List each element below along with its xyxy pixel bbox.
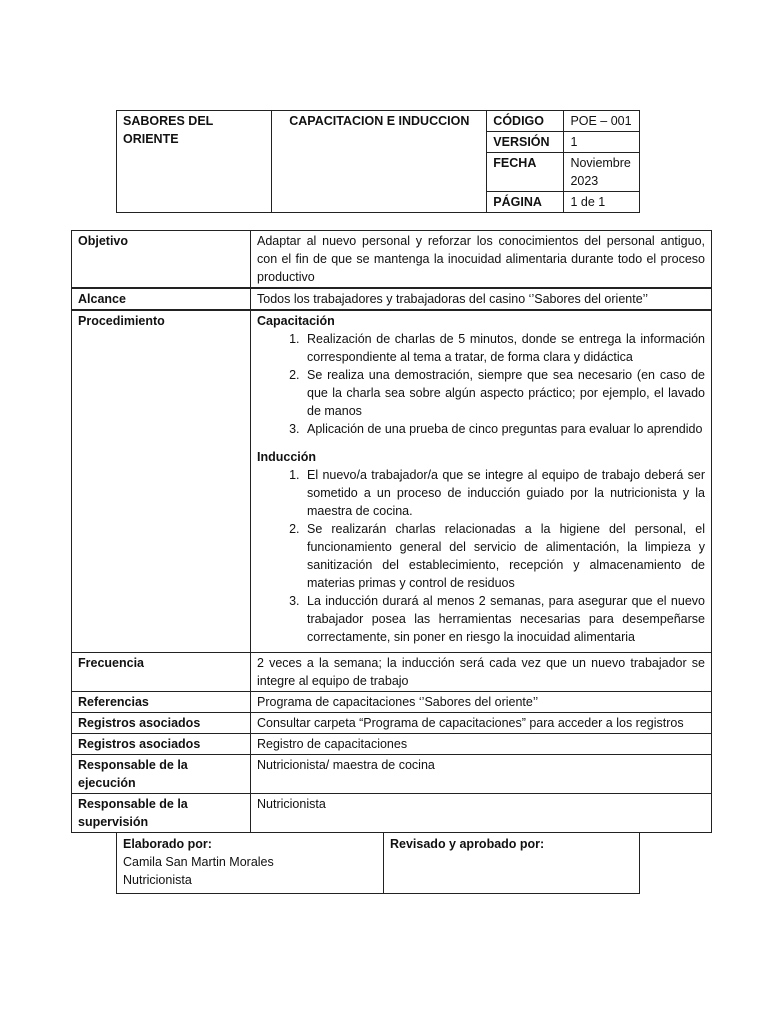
company-name: SABORES DEL ORIENTE	[117, 111, 272, 213]
list-item: 3. La inducción durará al menos 2 semanas, para asegurar que el nuevo trabajador posea las herramientas necesarias para desempeñarse correctamente, sin poner en riesgo la inocuidad alimentaria	[303, 592, 705, 646]
responsable-ejecucion-text: Nutricionista/ maestra de cocina	[251, 755, 712, 794]
document-title: CAPACITACION E INDUCCION	[272, 111, 487, 213]
objetivo-label: Objetivo	[72, 231, 251, 289]
alcance-text: Todos los trabajadores y trabajadoras del casino ‘’Sabores del oriente’’	[251, 288, 712, 310]
list-item: 2. Se realizarán charlas relacionadas a la higiene del personal, el funcionamiento general del servicio de alimentación, la limpieza y sanitización del establecimiento, recepción y almacenamiento de materias primas y control de residuos	[303, 520, 705, 592]
referencias-label: Referencias	[72, 692, 251, 713]
procedimiento-content	[251, 310, 712, 653]
revisado-label: Revisado y aprobado por:	[390, 837, 545, 851]
codigo-value: POE – 001	[564, 111, 640, 132]
capacitacion-list	[257, 330, 705, 438]
procedure-table	[71, 230, 712, 833]
list-item: 1. El nuevo/a trabajador/a que se integre al equipo de trabajo deberá ser sometido a un proceso de inducción guiado por la nutricionista y la maestra de cocina.	[303, 466, 705, 520]
referencias-text: Programa de capacitaciones ‘’Sabores del oriente’’	[251, 692, 712, 713]
alcance-label: Alcance	[72, 288, 251, 310]
revisado-cell	[384, 833, 640, 894]
elaborado-label: Elaborado por:	[123, 837, 212, 851]
elaborado-cell	[117, 833, 384, 894]
elaborado-role: Nutricionista	[123, 873, 192, 887]
objetivo-text: Adaptar al nuevo personal y reforzar los conocimientos del personal antiguo, con el fin de que se mantenga la inocuidad alimentaria durante todo el proceso productivo	[251, 231, 712, 289]
capacitacion-title: Capacitación	[257, 314, 335, 328]
version-label: VERSIÓN	[487, 132, 564, 153]
registros-asociados-text: Consultar carpeta “Programa de capacitaciones” para acceder a los registros	[251, 713, 712, 734]
list-item: 3. Aplicación de una prueba de cinco preguntas para evaluar lo aprendido	[303, 420, 705, 438]
fecha-label: FECHA	[487, 153, 564, 192]
responsable-ejecucion-label: Responsable de la ejecución	[72, 755, 251, 794]
version-value: 1	[564, 132, 640, 153]
fecha-value: Noviembre 2023	[564, 153, 640, 192]
responsable-supervision-label: Responsable de la supervisión	[72, 794, 251, 833]
pagina-label: PÁGINA	[487, 192, 564, 213]
list-item: 2. Se realiza una demostración, siempre que sea necesario (en caso de que la charla sea sobre algún aspecto práctico; por ejemplo, el lavado de manos	[303, 366, 705, 420]
elaborado-name: Camila San Martin Morales	[123, 855, 274, 869]
codigo-label: CÓDIGO	[487, 111, 564, 132]
list-item: 1. Realización de charlas de 5 minutos, donde se entrega la información correspondiente al tema a tratar, de forma clara y didáctica	[303, 330, 705, 366]
pagina-value: 1 de 1	[564, 192, 640, 213]
registros-asociados-label-2: Registros asociados	[72, 734, 251, 755]
induccion-list	[257, 466, 705, 646]
registros-asociados-text-2: Registro de capacitaciones	[251, 734, 712, 755]
document-header-table	[116, 110, 640, 213]
procedimiento-label: Procedimiento	[72, 310, 251, 653]
frecuencia-label: Frecuencia	[72, 653, 251, 692]
frecuencia-text: 2 veces a la semana; la inducción será cada vez que un nuevo trabajador se integre al equipo de trabajo	[251, 653, 712, 692]
signature-table	[116, 832, 640, 894]
registros-asociados-label: Registros asociados	[72, 713, 251, 734]
responsable-supervision-text: Nutricionista	[251, 794, 712, 833]
induccion-title: Inducción	[257, 450, 317, 464]
